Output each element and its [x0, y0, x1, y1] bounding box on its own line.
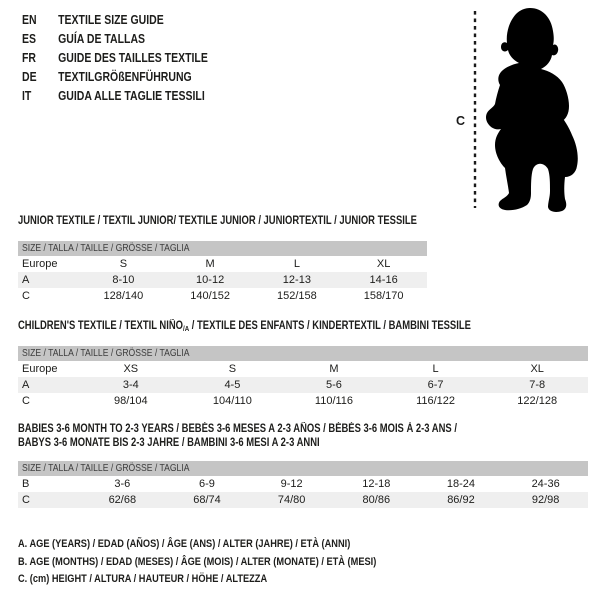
row-label: Europe	[22, 258, 58, 270]
row-label: C	[22, 494, 30, 506]
baby-figure	[450, 5, 590, 220]
size-cell: 5-6	[326, 379, 342, 391]
language-code: FR	[22, 51, 37, 65]
footnotes	[18, 536, 445, 589]
size-header-label: SIZE / TALLA / TAILLE / GRÖSSE / TAGLIA	[22, 462, 190, 474]
footnote-b	[18, 554, 445, 572]
babies-table	[18, 476, 588, 508]
row-label: C	[22, 395, 30, 407]
table-row	[18, 361, 588, 377]
children-title-suffix: / TEXTILE DES ENFANTS / KINDERTEXTIL / BAMBINI TESSILE	[189, 320, 471, 332]
size-header-label: SIZE / TALLA / TAILLE / GRÖSSE / TAGLIA	[22, 347, 190, 359]
size-cell: 116/122	[416, 395, 456, 407]
row-label: A	[22, 379, 30, 391]
size-cell: 8-10	[112, 274, 135, 286]
size-cell: 24-36	[531, 478, 560, 490]
size-cell: 86/92	[447, 494, 475, 506]
size-cell: 12-18	[362, 478, 391, 490]
table-row	[18, 492, 588, 508]
size-cell: 92/98	[531, 494, 560, 506]
size-cell: S	[119, 258, 128, 270]
children-table-title-text	[18, 319, 471, 336]
size-cell: 6-7	[427, 379, 444, 391]
language-label: TEXTILGRÖßENFÜHRUNG	[58, 70, 192, 84]
size-header-bar	[18, 241, 427, 256]
row-label: A	[22, 274, 30, 286]
row-label: Europe	[22, 363, 58, 375]
children-title-prefix: CHILDREN'S TEXTILE / TEXTIL NIÑO	[18, 320, 184, 332]
size-cell: 158/170	[363, 290, 404, 302]
table-row	[18, 272, 427, 288]
size-cell: 128/140	[103, 290, 144, 302]
size-cell: 98/104	[113, 395, 148, 407]
table-row	[18, 476, 588, 492]
language-row-es	[22, 30, 208, 49]
size-header-bar	[18, 461, 588, 476]
size-cell: 68/74	[193, 494, 221, 506]
junior-table-title	[18, 214, 504, 228]
junior-size-table	[18, 241, 427, 304]
baby-silhouette	[486, 8, 578, 212]
babies-title-line1: BABIES 3-6 MONTH TO 2-3 YEARS / BEBÉS 3-6 MESES A 2-3 AÑOS / BÉBÉS 3-6 MOIS À 2-3 ANS /	[18, 423, 457, 435]
footnote-a	[18, 536, 445, 554]
size-cell: 140/152	[190, 290, 230, 302]
table-row	[18, 256, 427, 272]
babies-table-title	[18, 422, 553, 450]
babies-title-line2: BABYS 3-6 MONATE BIS 2-3 JAHRE / BAMBINI 3-6 MESI A 2-3 ANNI	[18, 437, 320, 449]
row-label: C	[22, 290, 30, 302]
footnote-c-text: C. (cm) HEIGHT / ALTURA / HAUTEUR / HÖHE / ALTEZZA	[18, 573, 268, 585]
table-row	[18, 377, 588, 393]
table-row	[18, 393, 588, 409]
size-cell: 6-9	[199, 478, 215, 490]
size-cell: 9-12	[280, 478, 303, 490]
children-table-title	[18, 319, 570, 336]
height-measure-label: C	[456, 114, 466, 128]
size-cell: 62/68	[108, 494, 137, 506]
language-row-fr	[22, 49, 208, 68]
language-code: EN	[22, 13, 37, 27]
size-cell: 3-6	[114, 478, 131, 490]
language-label: GUÍA DE TALLAS	[58, 32, 146, 46]
size-cell: XS	[123, 363, 139, 375]
language-label: TEXTILE SIZE GUIDE	[58, 13, 164, 27]
language-code: DE	[22, 70, 37, 84]
size-cell: 152/158	[276, 290, 317, 302]
junior-table-title-text: JUNIOR TEXTILE / TEXTIL JUNIOR/ TEXTILE JUNIOR / JUNIORTEXTIL / JUNIOR TESSILE	[18, 215, 417, 227]
size-cell: XL	[530, 363, 544, 375]
language-label: GUIDE DES TAILLES TEXTILE	[58, 51, 208, 65]
children-size-table	[18, 346, 588, 409]
size-cell: 7-8	[529, 379, 546, 391]
language-list	[22, 11, 243, 106]
language-code: ES	[22, 32, 37, 46]
size-cell: XL	[376, 258, 391, 270]
language-row-it	[22, 87, 208, 106]
size-cell: 4-5	[224, 379, 241, 391]
size-cell: 74/80	[277, 494, 306, 506]
language-row-en	[22, 11, 208, 30]
size-cell: S	[228, 363, 237, 375]
size-cell: 3-4	[122, 379, 139, 391]
size-cell: 18-24	[446, 478, 476, 490]
size-cell: 104/110	[212, 395, 252, 407]
size-header-bar	[18, 346, 588, 361]
footnote-c	[18, 571, 445, 589]
size-header-label: SIZE / TALLA / TAILLE / GRÖSSE / TAGLIA	[22, 242, 190, 254]
children-title-sub: /A	[183, 324, 190, 333]
row-label: B	[22, 478, 30, 490]
language-code: IT	[22, 89, 32, 103]
footnote-a-text: A. AGE (YEARS) / EDAD (AÑOS) / ÂGE (ANS) / ALTER (JAHRE) / ETÀ (ANNI)	[18, 538, 351, 550]
size-cell: 80/86	[362, 494, 391, 506]
babies-size-table	[18, 461, 588, 508]
size-cell: 10-12	[196, 274, 225, 286]
footnote-b-text: B. AGE (MONTHS) / EDAD (MESES) / ÂGE (MOIS) / ALTER (MONATE) / ETÀ (MESI)	[18, 555, 377, 568]
size-cell: 12-13	[282, 274, 311, 286]
size-cell: 122/128	[517, 395, 558, 407]
language-label: GUIDA ALLE TAGLIE TESSILI	[58, 89, 205, 103]
children-table	[18, 361, 588, 409]
size-cell: L	[293, 258, 300, 270]
junior-table	[18, 256, 427, 304]
size-cell: L	[432, 363, 439, 375]
size-cell: M	[205, 258, 215, 270]
size-cell: 14-16	[369, 274, 398, 286]
table-row	[18, 288, 427, 304]
language-row-de	[22, 68, 208, 87]
size-cell: M	[329, 363, 339, 375]
size-cell: 110/116	[314, 395, 354, 407]
